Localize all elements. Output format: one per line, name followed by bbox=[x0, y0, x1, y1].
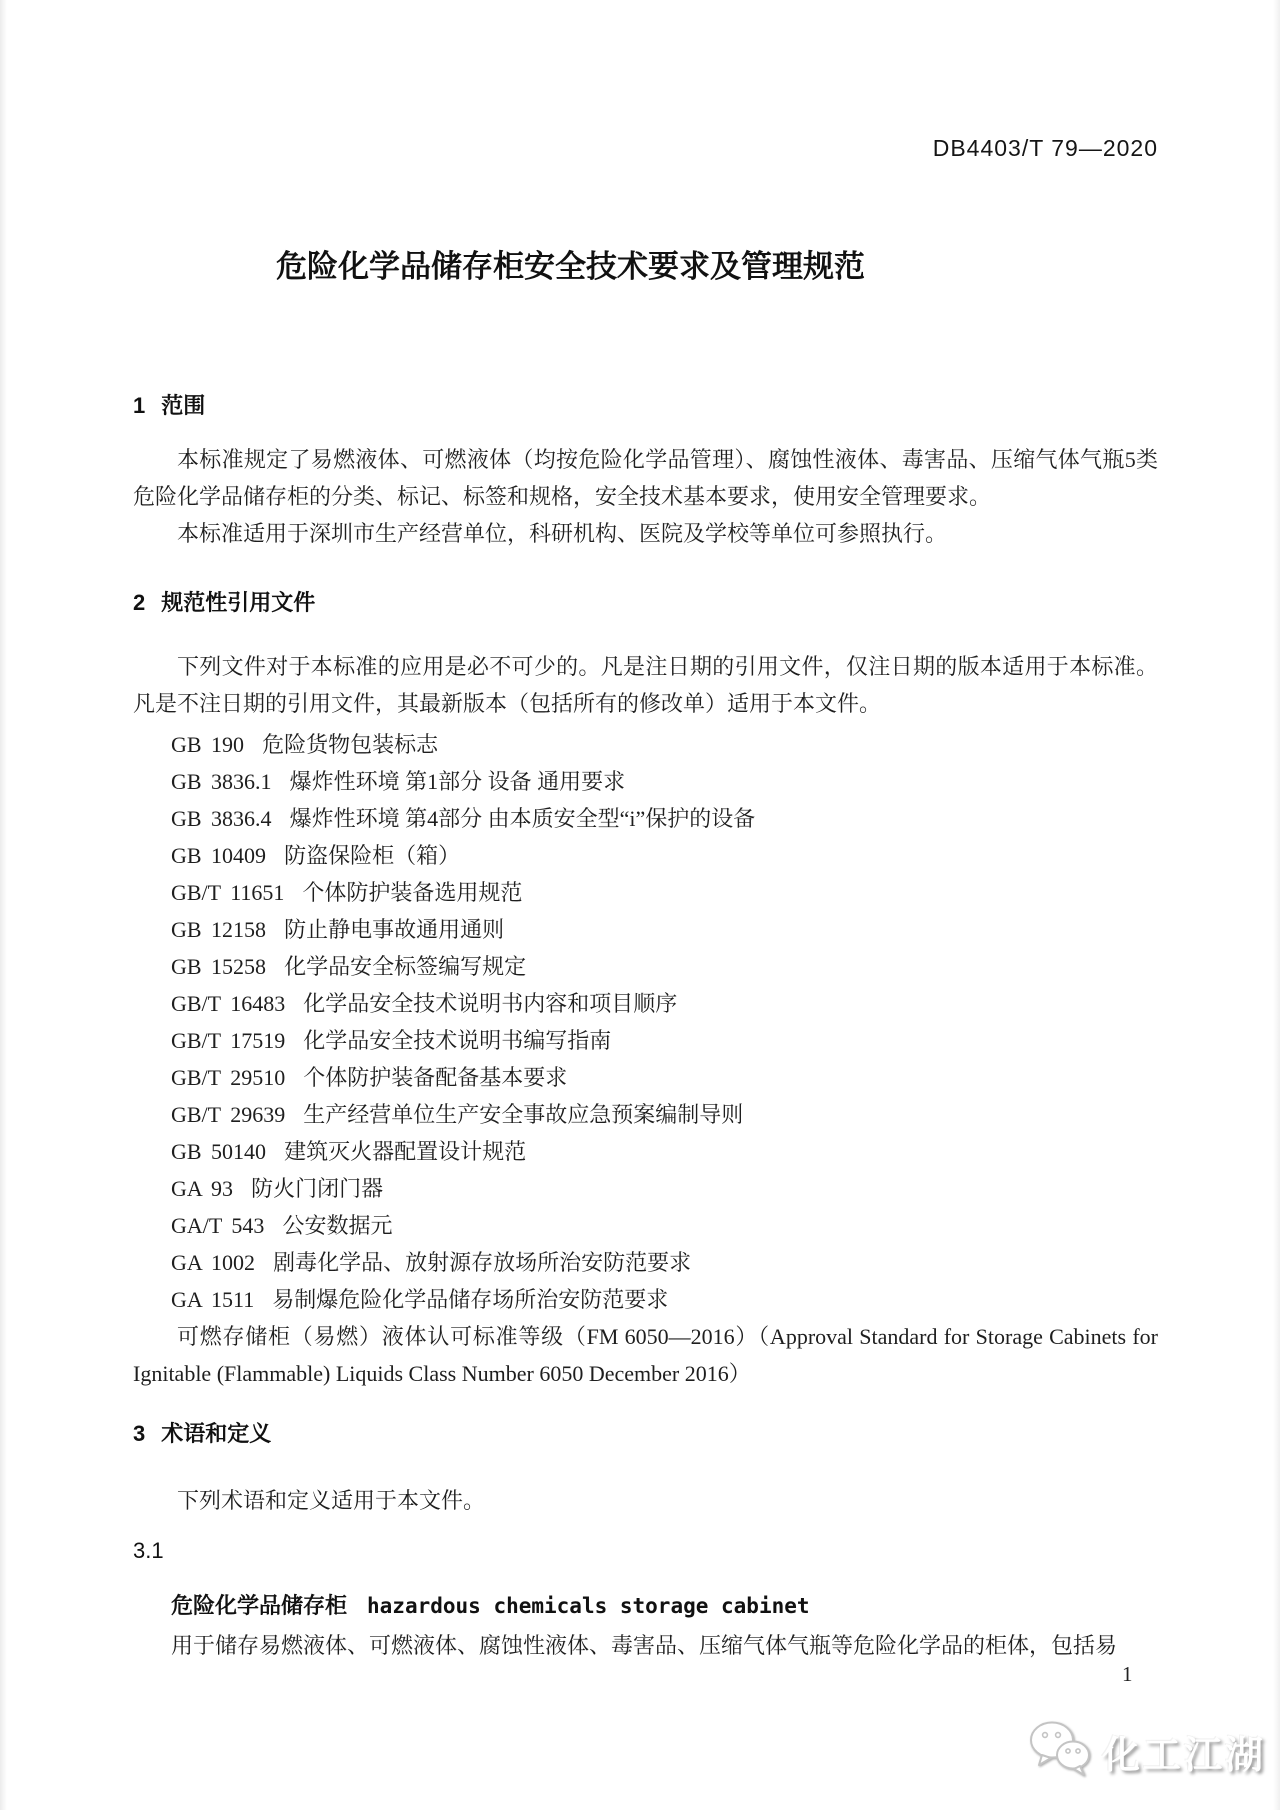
term-definition: 用于储存易燃液体、可燃液体、腐蚀性液体、毒害品、压缩气体气瓶等危险化学品的柜体，包括易 bbox=[171, 1633, 1118, 1658]
section-1-body bbox=[133, 441, 1158, 552]
watermark-text: 化工江湖 bbox=[1101, 1735, 1266, 1777]
reference-title: 个体防护装备配备基本要求 bbox=[303, 1065, 568, 1090]
watermark bbox=[1028, 1720, 1266, 1783]
reference-code: GB 10409 bbox=[171, 843, 267, 868]
section-3-heading bbox=[133, 1419, 1158, 1449]
reference-list bbox=[133, 726, 1158, 1318]
reference-title: 剧毒化学品、放射源存放场所治安防范要求 bbox=[273, 1250, 692, 1275]
paragraph: 本标准规定了易燃液体、可燃液体（均按危险化学品管理）、腐蚀性液体、毒害品、压缩气体气瓶5类危险化学品储存柜的分类、标记、标签和规格，安全技术基本要求，使用安全管理要求。 bbox=[133, 447, 1158, 509]
scan-edge-right bbox=[1273, 0, 1280, 1810]
reference-code: GA 1511 bbox=[171, 1287, 255, 1312]
reference-code: GB/T 29510 bbox=[171, 1065, 286, 1090]
reference-code: GB 15258 bbox=[171, 954, 267, 979]
fm-reference-paragraph: 可燃存储柜（易燃）液体认可标准等级（FM 6050—2016）（Approval Standard for Storage Cabinets for Ignitable (Flammable) Liquids Class Number 6050 December 2016） bbox=[133, 1324, 1158, 1386]
reference-title: 公安数据元 bbox=[282, 1213, 393, 1238]
reference-item bbox=[171, 837, 1158, 874]
reference-code: GA 1002 bbox=[171, 1250, 256, 1275]
reference-item bbox=[171, 1244, 1158, 1281]
reference-code: GB 190 bbox=[171, 732, 245, 757]
section-3-heading-text: 术语和定义 bbox=[161, 1421, 272, 1446]
paragraph: 本标准适用于深圳市生产经营单位，科研机构、医院及学校等单位可参照执行。 bbox=[177, 521, 948, 546]
reference-item bbox=[171, 948, 1158, 985]
paragraph: 下列文件对于本标准的应用是必不可少的。凡是注日期的引用文件，仅注日期的版本适用于本标准。凡是不注日期的引用文件，其最新版本（包括所有的修改单）适用于本文件。 bbox=[133, 654, 1158, 716]
section-1-heading bbox=[133, 391, 1158, 421]
reference-code: GB 3836.4 bbox=[171, 806, 272, 831]
reference-code: GB 3836.1 bbox=[171, 769, 272, 794]
reference-item bbox=[171, 763, 1158, 800]
section-3-number: 3 bbox=[133, 1421, 146, 1446]
reference-title: 易制爆危险化学品储存场所治安防范要求 bbox=[272, 1287, 669, 1312]
reference-title: 化学品安全技术说明书编写指南 bbox=[303, 1028, 612, 1053]
reference-code: GB/T 11651 bbox=[171, 880, 285, 905]
reference-title: 化学品安全技术说明书内容和项目顺序 bbox=[303, 991, 678, 1016]
standard-code: DB4403/T 79—2020 bbox=[932, 135, 1158, 161]
page-number: 1 bbox=[1122, 1662, 1133, 1686]
reference-title: 爆炸性环境 第4部分 由本质安全型“i”保护的设备 bbox=[289, 806, 756, 831]
reference-title: 防火门闭门器 bbox=[251, 1176, 384, 1201]
page-title: 危险化学品储存柜安全技术要求及管理规范 bbox=[276, 249, 865, 284]
reference-item bbox=[171, 1170, 1158, 1207]
reference-item bbox=[171, 1022, 1158, 1059]
reference-item bbox=[171, 911, 1158, 948]
reference-title: 防止静电事故通用通则 bbox=[284, 917, 505, 942]
reference-code: GB 50140 bbox=[171, 1139, 267, 1164]
term-entry bbox=[171, 1587, 1158, 1627]
reference-item bbox=[171, 1059, 1158, 1096]
reference-title: 个体防护装备选用规范 bbox=[302, 880, 523, 905]
section-2-normative-references bbox=[133, 588, 1158, 1392]
reference-item bbox=[171, 1281, 1158, 1318]
term-number: 3.1 bbox=[133, 1538, 164, 1563]
section-1-scope bbox=[133, 391, 1158, 552]
reference-title: 防盗保险柜（箱） bbox=[284, 843, 461, 868]
reference-code: GB/T 16483 bbox=[171, 991, 286, 1016]
section-2-heading-text: 规范性引用文件 bbox=[161, 590, 316, 615]
reference-code: GA 93 bbox=[171, 1176, 234, 1201]
scan-edge-left bbox=[0, 0, 7, 1810]
reference-code: GB 12158 bbox=[171, 917, 267, 942]
reference-code: GA/T 543 bbox=[171, 1213, 265, 1238]
section-2-number: 2 bbox=[133, 590, 146, 615]
reference-title: 爆炸性环境 第1部分 设备 通用要求 bbox=[289, 769, 626, 794]
wechat-icon bbox=[1028, 1720, 1094, 1783]
reference-title: 化学品安全标签编写规定 bbox=[284, 954, 527, 979]
term-chinese: 危险化学品储存柜 bbox=[171, 1593, 348, 1618]
reference-item bbox=[171, 726, 1158, 763]
section-2-heading bbox=[133, 588, 1158, 618]
reference-item bbox=[171, 874, 1158, 911]
reference-item bbox=[171, 1133, 1158, 1170]
section-1-number: 1 bbox=[133, 393, 146, 418]
section-1-heading-text: 范围 bbox=[161, 393, 206, 418]
reference-title: 建筑灭火器配置设计规范 bbox=[284, 1139, 527, 1164]
reference-item bbox=[171, 1096, 1158, 1133]
reference-item bbox=[171, 800, 1158, 837]
reference-title: 生产经营单位生产安全事故应急预案编制导则 bbox=[303, 1102, 744, 1127]
term-english: hazardous chemicals storage cabinet bbox=[367, 1594, 810, 1618]
reference-item bbox=[171, 1207, 1158, 1244]
reference-item bbox=[171, 985, 1158, 1022]
paragraph: 下列术语和定义适用于本文件。 bbox=[177, 1488, 486, 1513]
reference-code: GB/T 17519 bbox=[171, 1028, 286, 1053]
reference-code: GB/T 29639 bbox=[171, 1102, 286, 1127]
section-3-terms-definitions bbox=[133, 1419, 1158, 1664]
reference-title: 危险货物包装标志 bbox=[262, 732, 439, 757]
